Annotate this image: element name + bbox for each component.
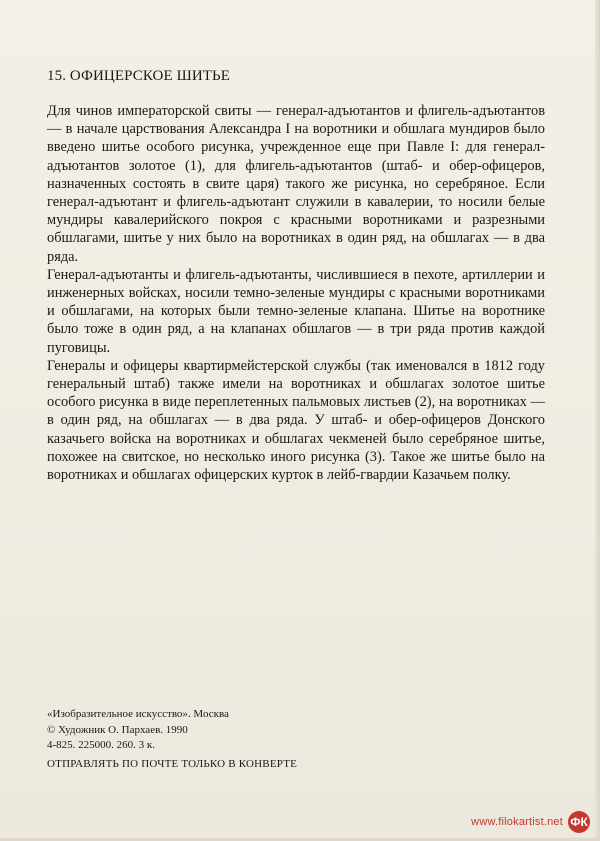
watermark — [471, 811, 590, 833]
publisher-name: «Изобразительное искусство». Москва — [47, 708, 229, 720]
copyright-line: © Художник О. Пархаев. 1990 — [47, 723, 188, 736]
card-body — [47, 102, 545, 484]
paper-edge-right — [595, 0, 600, 841]
mailing-notice: ОТПРАВЛЯТЬ ПО ПОЧТЕ ТОЛЬКО В КОНВЕРТЕ — [47, 757, 298, 770]
card-title: 15. ОФИЦЕРСКОЕ ШИТЬЕ — [47, 68, 231, 84]
publisher-info — [47, 707, 297, 772]
paragraph-2: Генерал-адъютанты и флигель-адъютанты, числившиеся в пехоте, артиллерии и инженерных войсках, носили темно-зеленые мундиры с красными воротниками и обшлагами, на которых были темно-зеленые клапана. Шитье на воротнике было тоже в один ряд, а на клапанах обшлагов — в три ряда против каждой пуговицы. — [47, 266, 545, 356]
filokartist-logo-icon: ФК — [568, 811, 590, 833]
print-code: 4-825. 225000. 260. 3 к. — [47, 739, 156, 751]
paragraph-3: Генералы и офицеры квартирмейстерской службы (так именовался в 1812 году генеральный штаб) также имели на воротниках и обшлагах золотое шитье особого рисунка в виде переплетенных пальмовых листьев (2), на воротниках — в один ряд, на обшлагах — в два ряда. У штаб- и обер-офицеров Донского казачьего войска на воротниках и обшлагах чекменей было серебряное шитье, похожее на свитское, но несколько иного рисунка (3). Такое же шитье было на воротниках и обшлагах офицерских курток в лейб-гвардии Казачьем полку. — [47, 357, 545, 484]
paragraph-1: Для чинов императорской свиты — генерал-адъютантов и флигель-адъютантов — в начале царствования Александра I на воротники и обшлага мундиров было введено шитье особого рисунка, учрежденное еще при Павле I: для генерал-адъютантов золотое (1), для флигель-адъютантов (штаб- и обер-офицеров, назначенных состоять в свите царя) такого же рисунка, но серебряное. Если генерал-адъютант и флигель-адъютант служили в кавалерии, то носили белые мундиры кавалерийского покроя с красными воротниками и разрезными обшлагами, шитье у них было на воротниках в один ряд, на обшлагах — в два ряда. — [47, 103, 545, 265]
watermark-url[interactable]: www.filokartist.net — [471, 816, 563, 828]
